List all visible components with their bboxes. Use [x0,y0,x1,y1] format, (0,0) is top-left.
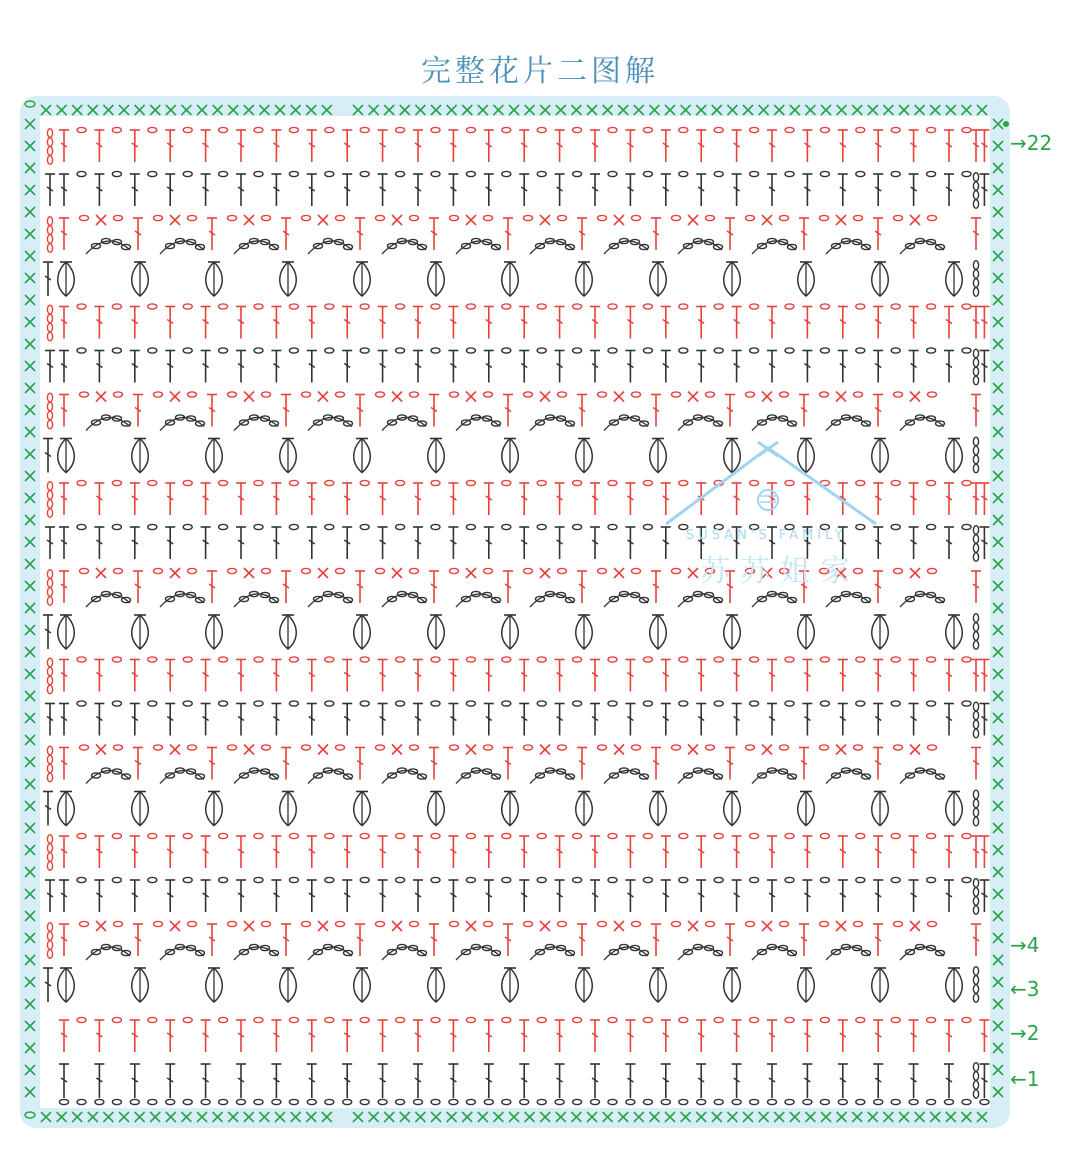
row-label-3: ←3 [1010,977,1040,1001]
watermark-latin: SUSAN'S FAMILY [686,528,847,543]
diagram-title: 完整花片二图解 [421,54,659,89]
chart-area [40,116,990,1108]
watermark-chinese: 苏苏姐家 [700,554,860,589]
row-label-1: ←1 [1010,1067,1040,1091]
row-label-2: →2 [1010,1021,1040,1045]
row-label-4: →4 [1010,933,1040,957]
row-label-22: →22 [1010,131,1053,155]
start-dot-icon [1003,121,1009,127]
